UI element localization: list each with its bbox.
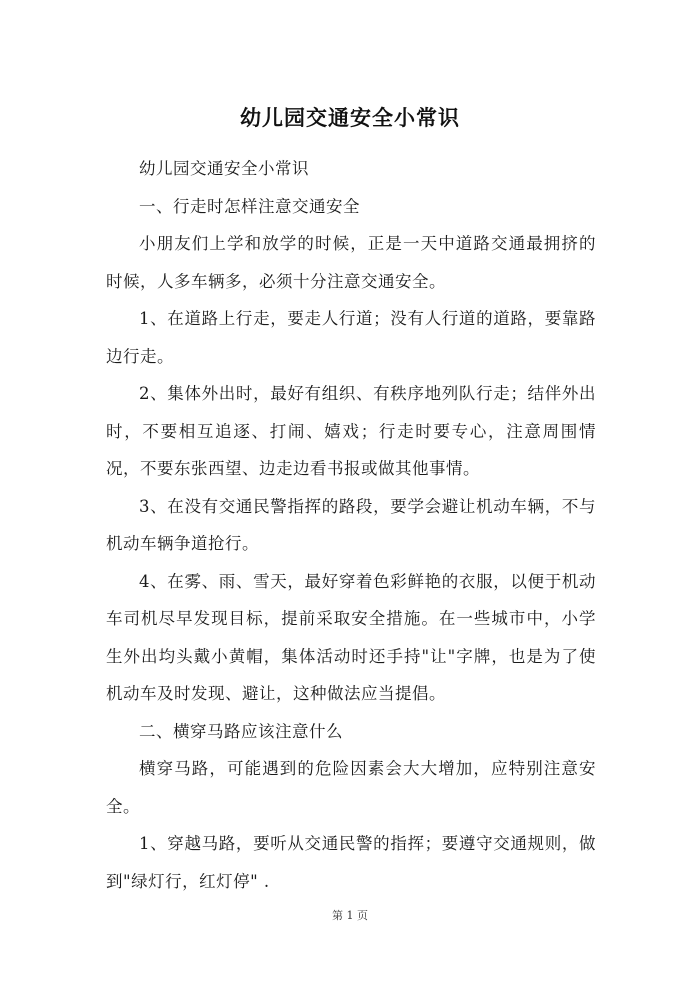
paragraph: 横穿马路，可能遇到的危险因素会大大增加，应特别注意安全。 [106,759,596,816]
section-heading-crossing: 二、横穿马路应该注意什么 [139,721,343,741]
paragraph: 4、在雾、雨、雪天，最好穿着色彩鲜艳的衣服，以便于机动车司机尽早发现目标，提前采取安全措施。在一些城市中，小学生外出均头戴小黄帽，集体活动时还手持"让"字牌，也是为了使机动车及时发现、避让，这种做法应当提倡。 [106,571,596,703]
document-body [106,150,596,900]
page-number: 第 1 页 [332,909,368,922]
document-title: 幼儿园交通安全小常识 [240,106,460,130]
section-heading-walking: 一、行走时怎样注意交通安全 [139,196,360,216]
paragraph: 3、在没有交通民警指挥的路段，要学会避让机动车辆，不与机动车辆争道抢行。 [106,496,596,553]
paragraph: 小朋友们上学和放学的时候，正是一天中道路交通最拥挤的时候，人多车辆多，必须十分注意交通安全。 [106,234,596,291]
paragraph-subtitle: 幼儿园交通安全小常识 [139,159,309,178]
paragraph: 2、集体外出时，最好有组织、有秩序地列队行走；结伴外出时，不要相互追逐、打闹、嬉戏；行走时要专心，注意周围情况，不要东张西望、边走边看书报或做其他事情。 [106,384,596,478]
paragraph: 1、穿越马路，要听从交通民警的指挥；要遵守交通规则，做到"绿灯行，红灯停" . [106,834,596,891]
paragraph: 1、在道路上行走，要走人行道；没有人行道的道路，要靠路边行走。 [106,309,596,366]
